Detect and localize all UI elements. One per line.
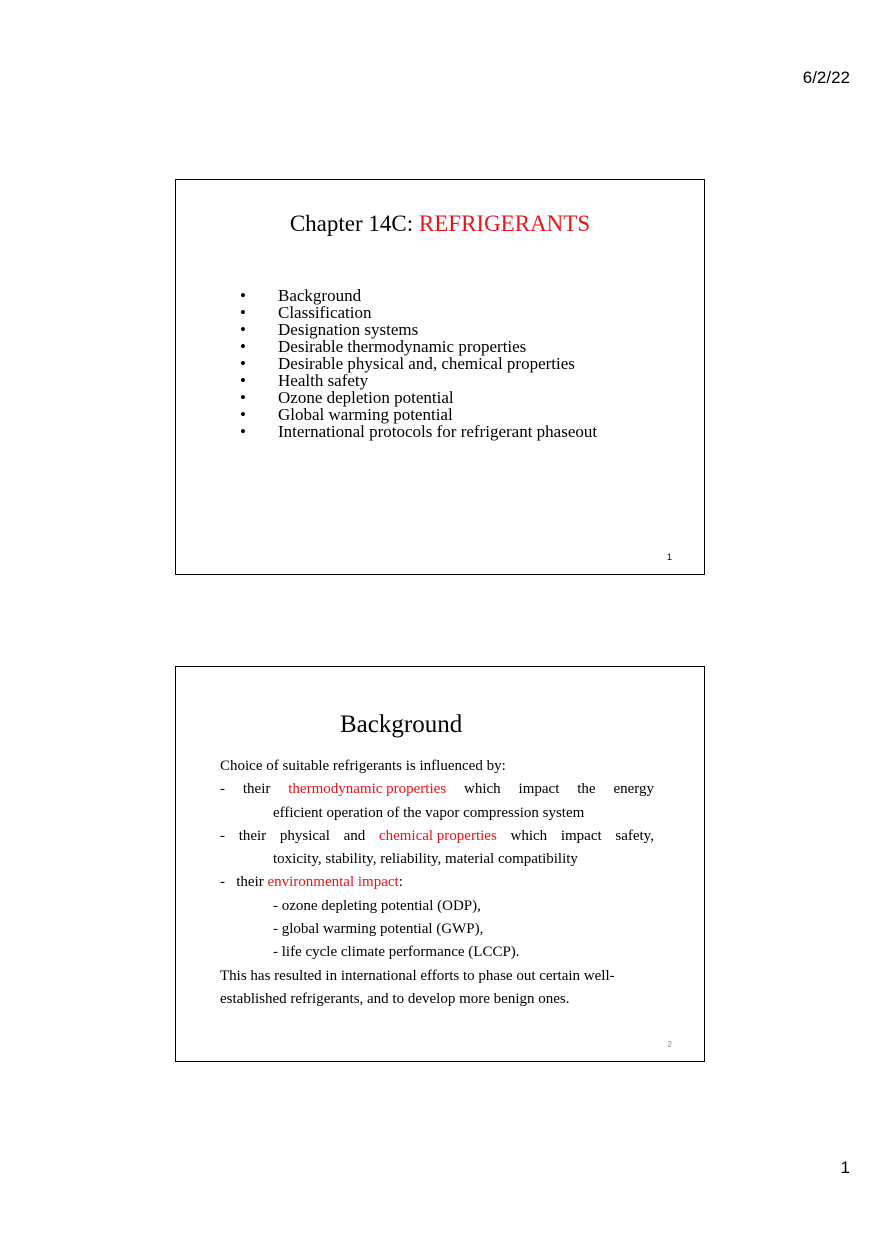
list-item [240, 304, 597, 321]
slide-2 [175, 666, 705, 1062]
list-item [240, 338, 597, 355]
list-item [240, 355, 597, 372]
list-item [240, 287, 597, 304]
list-item-text: Classification [278, 303, 372, 322]
word: energy [613, 781, 654, 798]
word: impact [560, 827, 602, 844]
list-item [240, 321, 597, 338]
bullet-icon: • [240, 320, 246, 339]
bullet-icon: • [240, 388, 246, 407]
slide-2-title: Background [340, 711, 463, 738]
sub-item: - life cycle climate performance (LCCP). [273, 944, 520, 961]
slide-1 [175, 179, 705, 575]
bullet-icon: • [240, 371, 246, 390]
list-item [240, 406, 597, 423]
topic-list [240, 287, 597, 440]
closing-line: established refrigerants, and to develop more benign ones. [220, 990, 570, 1007]
list-item-text: International protocols for refrigerant phaseout [278, 422, 598, 441]
closing-line: This has resulted in international efforts to phase out certain well- [220, 967, 615, 984]
bullet-icon: • [240, 405, 246, 424]
word: the [577, 781, 596, 798]
list-item [240, 423, 597, 440]
item-2-continuation: toxicity, stability, reliability, material compatibility [273, 851, 578, 868]
list-item [240, 389, 597, 406]
list-item [240, 372, 597, 389]
item-3-line [220, 871, 654, 894]
slide-2-body [220, 755, 654, 1011]
bullet-icon: • [240, 422, 246, 441]
word: safety, [615, 827, 654, 844]
chemical-highlight: chemical properties [378, 827, 497, 844]
sub-item: - ozone depleting potential (ODP), [273, 897, 481, 914]
word: their [242, 781, 271, 798]
title-prefix: Chapter 14C: [289, 211, 419, 236]
item-3-suffix: : [398, 874, 403, 891]
slide-number: 2 [667, 1040, 672, 1049]
slide-number: 1 [666, 552, 672, 562]
word: their [238, 827, 267, 844]
environmental-highlight: environmental impact [267, 874, 399, 891]
intro-line: Choice of suitable refrigerants is influenced by: [220, 758, 506, 774]
list-item-text: Designation systems [278, 320, 419, 339]
page-date: 6/2/22 [802, 68, 850, 87]
dash: - [220, 781, 225, 798]
item-3-prefix: - their [220, 874, 268, 891]
bullet-icon: • [240, 337, 246, 356]
list-item-text: Global warming potential [278, 405, 453, 424]
list-item-text: Background [278, 286, 362, 305]
item-1-continuation: efficient operation of the vapor compression system [273, 804, 585, 821]
title-highlight: REFRIGERANTS [418, 211, 591, 236]
word: which [464, 781, 501, 798]
sub-item: - global warming potential (GWP), [273, 921, 484, 938]
list-item-text: Desirable physical and, chemical properties [278, 354, 575, 373]
item-2-line [220, 825, 654, 848]
list-item-text: Desirable thermodynamic properties [278, 337, 527, 356]
list-item-text: Health safety [278, 371, 369, 390]
page-number: 1 [840, 1158, 850, 1177]
item-1-line [220, 778, 654, 801]
word: physical [279, 827, 330, 844]
thermodynamic-highlight: thermodynamic properties [288, 781, 447, 798]
word: impact [518, 781, 560, 798]
list-item-text: Ozone depletion potential [278, 388, 454, 407]
bullet-icon: • [240, 354, 246, 373]
bullet-icon: • [240, 303, 246, 322]
slide-1-title [176, 212, 704, 235]
bullet-icon: • [240, 286, 246, 305]
word: which [510, 827, 548, 844]
word: and [343, 827, 366, 844]
dash: - [220, 827, 225, 844]
